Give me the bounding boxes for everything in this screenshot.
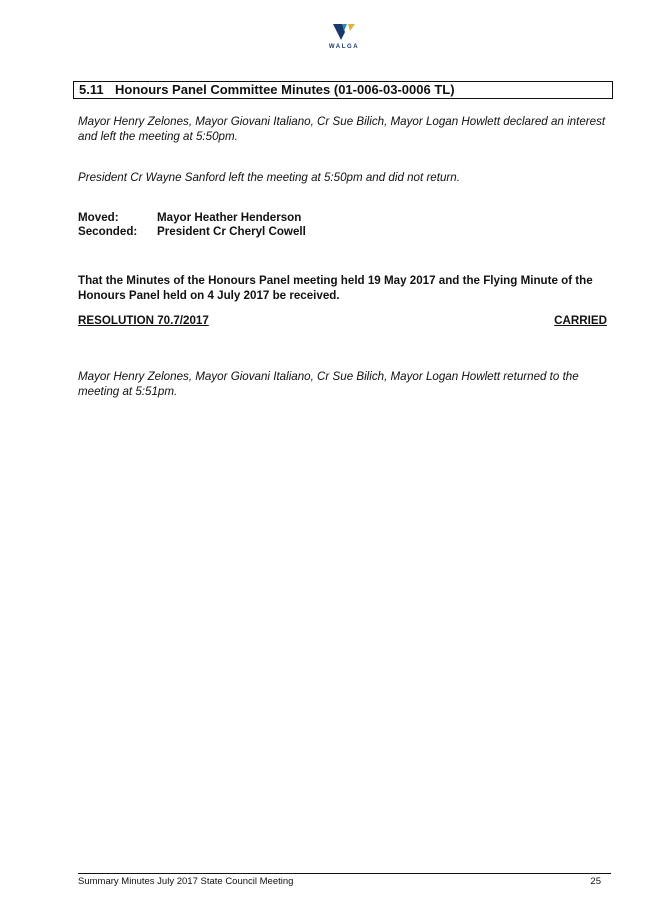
seconded-label: Seconded: xyxy=(78,225,138,238)
section-number: 5.11 xyxy=(79,82,104,97)
section-heading xyxy=(73,81,613,99)
resolution-label: RESOLUTION 70.7/2017 xyxy=(78,314,209,327)
seconded-row xyxy=(78,224,306,239)
seconded-by: President Cr Cheryl Cowell xyxy=(157,225,306,238)
footer-divider xyxy=(78,873,611,874)
motion-text: That the Minutes of the Honours Panel meeting held 19 May 2017 and the Flying Minute of the Honours Panel held on 4 July 2017 be received. xyxy=(78,274,593,302)
footer-page-number: 25 xyxy=(590,876,601,887)
footer-document-title: Summary Minutes July 2017 State Council Meeting xyxy=(78,876,294,887)
returned-note: Mayor Henry Zelones, Mayor Giovani Italiano, Cr Sue Bilich, Mayor Logan Howlett returned to the meeting at 5:51pm. xyxy=(78,370,579,398)
interest-declared-note: Mayor Henry Zelones, Mayor Giovani Italiano, Cr Sue Bilich, Mayor Logan Howlett declared an interest and left the meeting at 5:50pm. xyxy=(78,115,606,143)
walga-logo xyxy=(320,22,368,62)
moved-label: Moved: xyxy=(78,211,119,224)
moved-row xyxy=(78,210,301,225)
section-title: Honours Panel Committee Minutes (01-006-03-0006 TL) xyxy=(115,82,455,97)
logo-text: WALGA xyxy=(328,44,360,50)
resolution-status: CARRIED xyxy=(554,314,607,327)
moved-by: Mayor Heather Henderson xyxy=(157,211,302,224)
walga-logo-mark-icon xyxy=(331,22,357,42)
left-meeting-note: President Cr Wayne Sanford left the meeting at 5:50pm and did not return. xyxy=(78,171,460,184)
